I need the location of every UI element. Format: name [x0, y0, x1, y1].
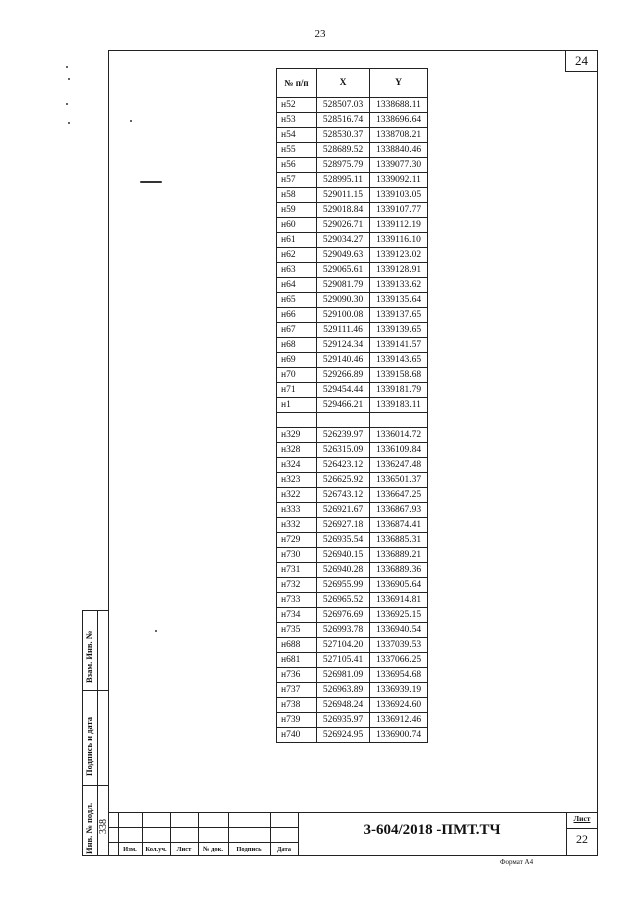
cell-y: 1336889.36 — [370, 562, 428, 577]
sheet-number-box: 24 — [565, 51, 597, 72]
table-row — [277, 203, 428, 218]
table-row — [277, 532, 428, 547]
cell-y: 1336954.68 — [370, 667, 428, 682]
cell-x: 529049.63 — [317, 248, 370, 263]
cell-y: 1339181.79 — [370, 383, 428, 398]
cell-point: н54 — [277, 128, 317, 143]
cell-y: 1339135.64 — [370, 293, 428, 308]
coordinates-table-body — [277, 98, 428, 743]
cell-x: 529090.30 — [317, 293, 370, 308]
cell-y: 1339128.91 — [370, 263, 428, 278]
cell-point: н729 — [277, 532, 317, 547]
cell-point: н333 — [277, 502, 317, 517]
cell-x: 526955.99 — [317, 577, 370, 592]
cell-x: 526940.15 — [317, 547, 370, 562]
cell-x: 526965.52 — [317, 592, 370, 607]
cell-y: 1336925.15 — [370, 607, 428, 622]
table-row — [277, 293, 428, 308]
table-row — [277, 248, 428, 263]
scan-speck — [68, 122, 70, 124]
scan-speck — [155, 630, 157, 632]
cell-y: 1336900.74 — [370, 727, 428, 742]
cell-y: 1339141.57 — [370, 338, 428, 353]
cell-x: 526625.92 — [317, 472, 370, 487]
cell-y: 1336647.25 — [370, 487, 428, 502]
cell-point: н56 — [277, 158, 317, 173]
scan-speck — [66, 103, 68, 105]
page-number: 23 — [314, 28, 326, 40]
cell-x: 528995.11 — [317, 173, 370, 188]
cell-point: н681 — [277, 652, 317, 667]
cell-x: 528530.37 — [317, 128, 370, 143]
table-row — [277, 562, 428, 577]
cell-x: 529454.44 — [317, 383, 370, 398]
table-row — [277, 547, 428, 562]
table-row — [277, 427, 428, 442]
table-row — [277, 637, 428, 652]
cell-y: 1336014.72 — [370, 427, 428, 442]
cell-point: н70 — [277, 368, 317, 383]
cell-x: 529081.79 — [317, 278, 370, 293]
vzam-inv-label: Взам. Инв. № — [84, 630, 94, 683]
table-row — [277, 727, 428, 742]
cell-point: н730 — [277, 547, 317, 562]
cell-x: 529466.21 — [317, 398, 370, 413]
cell-x — [317, 413, 370, 428]
cell-x: 529100.08 — [317, 308, 370, 323]
cell-x: 529124.34 — [317, 338, 370, 353]
header-y: Y — [370, 69, 428, 98]
cell-x: 526935.97 — [317, 712, 370, 727]
table-row — [277, 442, 428, 457]
cell-point: н738 — [277, 697, 317, 712]
table-row — [277, 143, 428, 158]
cell-x: 528689.52 — [317, 143, 370, 158]
cell-point: н65 — [277, 293, 317, 308]
cell-point: н732 — [277, 577, 317, 592]
cell-y: 1339139.65 — [370, 323, 428, 338]
document-code: 3-604/2018 -ПМТ.ТЧ — [363, 822, 501, 838]
cell-y: 1339112.19 — [370, 218, 428, 233]
table-row — [277, 667, 428, 682]
cell-y: 1336905.64 — [370, 577, 428, 592]
header-x: X — [317, 69, 370, 98]
cell-x: 527104.20 — [317, 637, 370, 652]
cell-point: н57 — [277, 173, 317, 188]
cell-point: н64 — [277, 278, 317, 293]
table-row — [277, 607, 428, 622]
cell-x: 529018.84 — [317, 203, 370, 218]
cell-point: н322 — [277, 487, 317, 502]
scan-speck — [68, 78, 70, 80]
cell-point: н62 — [277, 248, 317, 263]
cell-y: 1339158.68 — [370, 368, 428, 383]
scan-speck — [66, 66, 68, 68]
cell-point: н59 — [277, 203, 317, 218]
tb-col-doc: № док. — [202, 846, 224, 853]
cell-point: н68 — [277, 338, 317, 353]
tb-col-izm: Изм. — [123, 846, 137, 853]
tb-col-kol-uch: Кол.уч. — [145, 846, 167, 853]
table-row — [277, 622, 428, 637]
table-row — [277, 368, 428, 383]
cell-y: 1339077.30 — [370, 158, 428, 173]
cell-point: н61 — [277, 233, 317, 248]
cell-y: 1338688.11 — [370, 98, 428, 113]
cell-point: н735 — [277, 622, 317, 637]
tb-line — [108, 842, 298, 843]
cell-x: 529140.46 — [317, 353, 370, 368]
cell-point: н66 — [277, 308, 317, 323]
cell-y: 1339103.05 — [370, 188, 428, 203]
tb-col-podpis: Подпись — [236, 846, 262, 853]
cell-y: 1337039.53 — [370, 637, 428, 652]
cell-x: 526315.09 — [317, 442, 370, 457]
cell-y: 1338696.64 — [370, 113, 428, 128]
list-label: Лист — [573, 814, 591, 823]
cell-y: 1336924.60 — [370, 697, 428, 712]
cell-x: 526981.09 — [317, 667, 370, 682]
scan-speck — [130, 120, 132, 122]
table-row — [277, 173, 428, 188]
cell-point: н740 — [277, 727, 317, 742]
cell-x: 529011.15 — [317, 188, 370, 203]
list-number: 22 — [576, 832, 588, 846]
inv-number: 338 — [98, 819, 109, 834]
cell-point: н58 — [277, 188, 317, 203]
cell-y: 1336914.81 — [370, 592, 428, 607]
cell-y: 1339092.11 — [370, 173, 428, 188]
table-row — [277, 338, 428, 353]
table-row — [277, 517, 428, 532]
table-row — [277, 128, 428, 143]
cell-x: 526423.12 — [317, 457, 370, 472]
strip-separator — [82, 690, 108, 691]
podpis-data-label: Подпись и дата — [84, 717, 94, 776]
cell-point: н63 — [277, 263, 317, 278]
cell-point: н55 — [277, 143, 317, 158]
table-row — [277, 712, 428, 727]
format-label: Формат А4 — [500, 858, 534, 866]
cell-x: 526948.24 — [317, 697, 370, 712]
table-row — [277, 263, 428, 278]
cell-x: 526927.18 — [317, 517, 370, 532]
table-row — [277, 487, 428, 502]
scan-speck — [140, 181, 162, 183]
table-row — [277, 682, 428, 697]
cell-point: н60 — [277, 218, 317, 233]
cell-x: 529266.89 — [317, 368, 370, 383]
cell-y: 1339143.65 — [370, 353, 428, 368]
cell-y: 1339123.02 — [370, 248, 428, 263]
cell-point: н323 — [277, 472, 317, 487]
table-row — [277, 353, 428, 368]
cell-x: 526239.97 — [317, 427, 370, 442]
cell-point: н737 — [277, 682, 317, 697]
cell-x: 526976.69 — [317, 607, 370, 622]
cell-x: 528516.74 — [317, 113, 370, 128]
cell-x: 526743.12 — [317, 487, 370, 502]
table-row — [277, 308, 428, 323]
coordinates-table — [276, 68, 428, 743]
cell-y: 1336109.84 — [370, 442, 428, 457]
cell-y: 1336939.19 — [370, 682, 428, 697]
table-row — [277, 472, 428, 487]
inv-podl-label: Инв. № подл. — [84, 802, 94, 854]
cell-point: н324 — [277, 457, 317, 472]
cell-y: 1336912.46 — [370, 712, 428, 727]
cell-y: 1336885.31 — [370, 532, 428, 547]
cell-x: 529034.27 — [317, 233, 370, 248]
cell-point: н69 — [277, 353, 317, 368]
table-row — [277, 592, 428, 607]
tb-col-data: Дата — [276, 846, 292, 853]
cell-point: н739 — [277, 712, 317, 727]
table-row — [277, 278, 428, 293]
cell-y: 1336247.48 — [370, 457, 428, 472]
cell-y: 1338708.21 — [370, 128, 428, 143]
cell-x: 526921.67 — [317, 502, 370, 517]
table-row — [277, 98, 428, 113]
cell-y: 1339133.62 — [370, 278, 428, 293]
table-row — [277, 158, 428, 173]
table-row — [277, 383, 428, 398]
cell-point: н329 — [277, 427, 317, 442]
table-row — [277, 188, 428, 203]
table-row-blank — [277, 413, 428, 428]
cell-point: н67 — [277, 323, 317, 338]
cell-point: н328 — [277, 442, 317, 457]
cell-x: 529026.71 — [317, 218, 370, 233]
cell-y: 1336874.41 — [370, 517, 428, 532]
table-row — [277, 502, 428, 517]
tb-col-list: Лист — [176, 846, 192, 853]
table-row — [277, 113, 428, 128]
cell-x: 528507.03 — [317, 98, 370, 113]
cell-point: н53 — [277, 113, 317, 128]
tb-line — [108, 827, 298, 828]
cell-y: 1339137.65 — [370, 308, 428, 323]
table-row — [277, 652, 428, 667]
cell-x: 526963.89 — [317, 682, 370, 697]
cell-x: 529065.61 — [317, 263, 370, 278]
cell-point — [277, 413, 317, 428]
cell-point: н52 — [277, 98, 317, 113]
cell-y — [370, 413, 428, 428]
header-point-number: № п/п — [277, 69, 317, 98]
cell-y: 1338840.46 — [370, 143, 428, 158]
cell-point: н1 — [277, 398, 317, 413]
cell-y: 1339107.77 — [370, 203, 428, 218]
cell-point: н688 — [277, 637, 317, 652]
cell-x: 528975.79 — [317, 158, 370, 173]
cell-x: 526940.28 — [317, 562, 370, 577]
cell-y: 1339183.11 — [370, 398, 428, 413]
table-header-row — [277, 69, 428, 98]
cell-y: 1336867.93 — [370, 502, 428, 517]
cell-point: н733 — [277, 592, 317, 607]
cell-y: 1336889.21 — [370, 547, 428, 562]
cell-y: 1336940.54 — [370, 622, 428, 637]
cell-point: н734 — [277, 607, 317, 622]
tb-line — [566, 828, 598, 829]
cell-x: 526924.95 — [317, 727, 370, 742]
cell-y: 1336501.37 — [370, 472, 428, 487]
cell-x: 529111.46 — [317, 323, 370, 338]
cell-x: 526993.78 — [317, 622, 370, 637]
table-row — [277, 218, 428, 233]
cell-x: 527105.41 — [317, 652, 370, 667]
cell-x: 526935.54 — [317, 532, 370, 547]
table-row — [277, 577, 428, 592]
cell-point: н731 — [277, 562, 317, 577]
table-row — [277, 697, 428, 712]
table-row — [277, 323, 428, 338]
strip-separator — [82, 785, 108, 786]
cell-y: 1337066.25 — [370, 652, 428, 667]
table-row — [277, 457, 428, 472]
cell-point: н332 — [277, 517, 317, 532]
cell-y: 1339116.10 — [370, 233, 428, 248]
cell-point: н736 — [277, 667, 317, 682]
cell-point: н71 — [277, 383, 317, 398]
table-row — [277, 233, 428, 248]
table-row — [277, 398, 428, 413]
